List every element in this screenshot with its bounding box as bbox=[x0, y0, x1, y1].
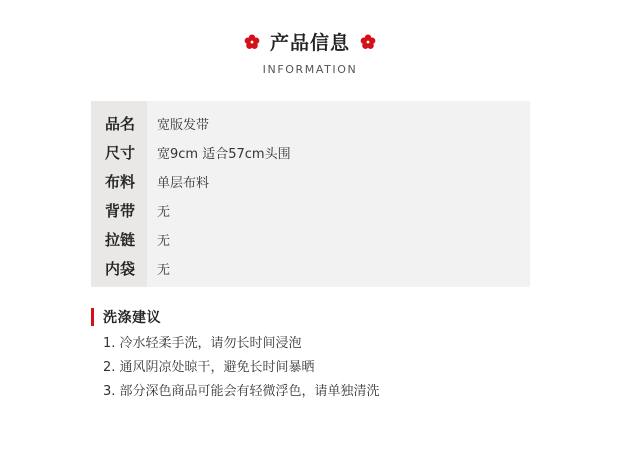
wash-list bbox=[91, 332, 531, 404]
product-info-table bbox=[91, 101, 530, 287]
info-value: 宽9cm 适合57cm头围 bbox=[157, 147, 291, 162]
list-item: 2. 通风阴凉处晾干，避免长时间暴晒 bbox=[103, 360, 315, 375]
section-header bbox=[0, 28, 620, 76]
info-value: 无 bbox=[157, 234, 171, 249]
info-label: 品名 bbox=[104, 115, 135, 133]
label-column bbox=[91, 101, 147, 287]
wash-header bbox=[91, 307, 531, 327]
info-label: 内袋 bbox=[104, 260, 135, 278]
page-subtitle: INFORMATION bbox=[262, 63, 358, 76]
value-column bbox=[147, 101, 530, 287]
info-value: 无 bbox=[157, 205, 171, 220]
wash-title: 洗涤建议 bbox=[103, 310, 161, 326]
flower-icon bbox=[244, 34, 260, 50]
info-label: 背带 bbox=[104, 202, 135, 220]
info-label: 布料 bbox=[104, 173, 135, 191]
list-item: 3. 部分深色商品可能会有轻微浮色，请单独清洗 bbox=[103, 384, 380, 399]
info-value: 单层布料 bbox=[157, 176, 210, 191]
info-label: 尺寸 bbox=[104, 144, 135, 162]
info-value: 宽版发带 bbox=[157, 118, 210, 133]
list-item: 1. 冷水轻柔手洗，请勿长时间浸泡 bbox=[103, 336, 302, 351]
flower-icon bbox=[360, 34, 376, 50]
title-row bbox=[0, 28, 620, 55]
info-value: 无 bbox=[157, 263, 171, 278]
accent-bar bbox=[91, 308, 94, 326]
page-title: 产品信息 bbox=[269, 32, 350, 54]
wash-section bbox=[91, 307, 531, 404]
info-label: 拉链 bbox=[104, 231, 135, 249]
